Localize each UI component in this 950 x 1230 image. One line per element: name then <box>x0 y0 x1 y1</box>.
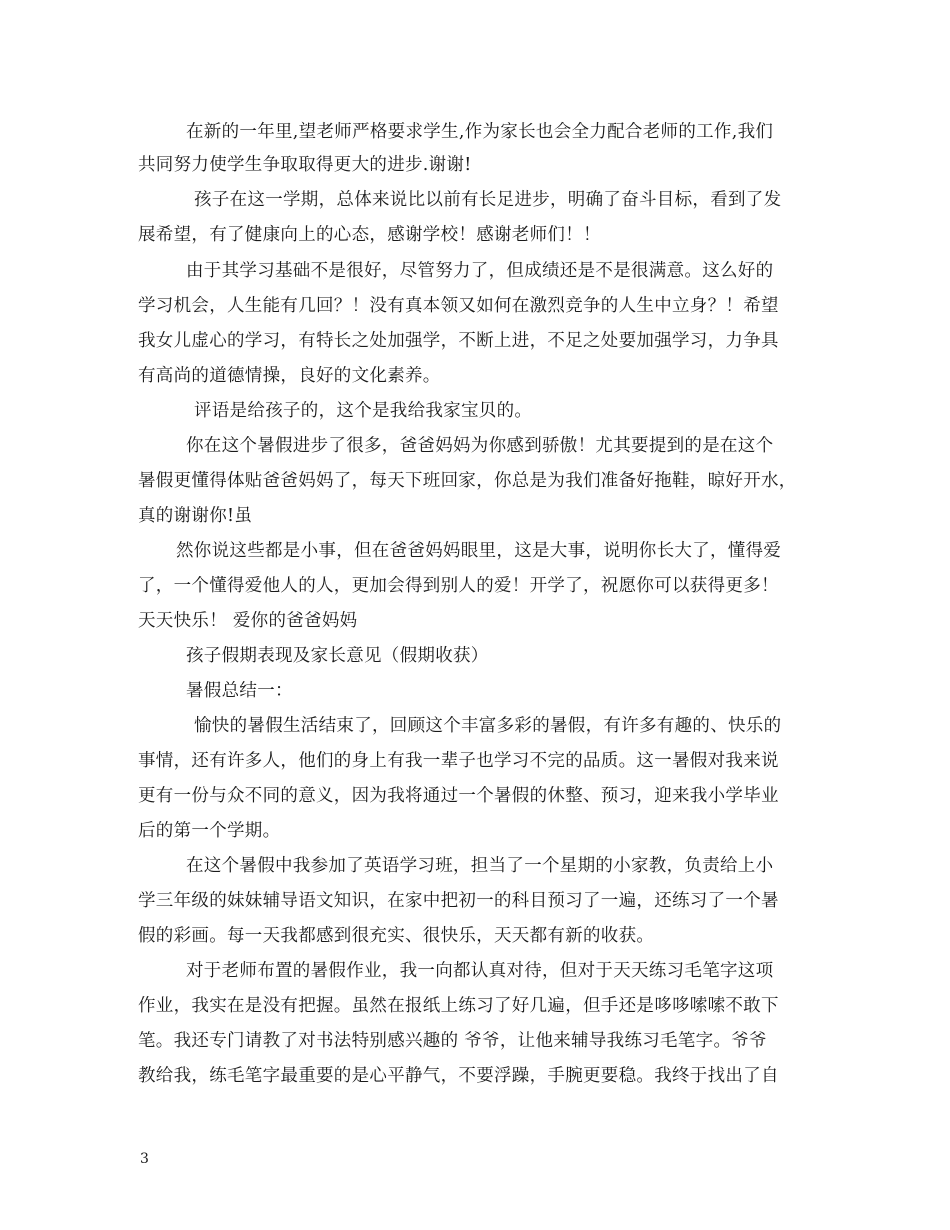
text-line: 事情，还有许多人，他们的身上有我一辈子也学习不完的品质。这一暑假对我来说 <box>138 751 779 771</box>
text-line: 展希望，有了健康向上的心态，感谢学校！感谢老师们！！ <box>138 225 601 245</box>
text-line: 假的彩画。每一天我都感到很充实、很快乐，天天都有新的收获。 <box>138 926 655 946</box>
text-line: 更有一份与众不同的意义，因为我将通过一个暑假的休整、预习，迎来我小学毕业 <box>138 786 779 806</box>
text-line: 暑假总结一： <box>186 681 293 701</box>
text-line: 我女儿虚心的学习，有特长之处加强学，不断上进，不足之处要加强学习，力争具 <box>138 331 779 351</box>
text-line: 由于其学习基础不是很好，尽管努力了，但成绩还是不是很满意。这么好的 <box>186 261 774 281</box>
text-line: 天天快乐！ 爱你的爸爸妈妈 <box>138 611 358 631</box>
text-line: 后的第一个学期。 <box>138 821 281 841</box>
text-line: 学三年级的妹妹辅导语文知识，在家中把初一的科目预习了一遍，还练习了一个暑 <box>138 891 779 911</box>
text-line: 评语是给孩子的，这个是我给我家宝贝的。 <box>194 401 533 421</box>
text-line: 笔。我还专门请教了对书法特别感兴趣的 爷爷，让他来辅导我练习毛笔字。爷爷 <box>138 1031 767 1051</box>
text-line: 你在这个暑假进步了很多，爸爸妈妈为你感到骄傲！尤其要提到的是在这个 <box>186 436 774 456</box>
text-line: 对于老师布置的暑假作业，我一向都认真对待，但对于天天练习毛笔字这项 <box>186 961 774 981</box>
text-line: 了，一个懂得爱他人的人，更加会得到别人的爱！开学了，祝愿你可以获得更多！ <box>138 576 779 596</box>
text-line: 暑假更懂得体贴爸爸妈妈了，每天下班回家，你总是为我们准备好拖鞋，晾好开水， <box>138 471 797 491</box>
text-line: 然你说这些都是小事，但在爸爸妈妈眼里，这是大事，说明你长大了，懂得爱 <box>176 541 782 561</box>
page-number: 3 <box>140 1151 149 1167</box>
text-line: 作业，我实在是没有把握。虽然在报纸上练习了好几遍，但手还是哆哆嗦嗦不敢下 <box>138 996 779 1016</box>
text-line: 有高尚的道德情操，良好的文化素养。 <box>138 366 441 386</box>
text-line: 在这个暑假中我参加了英语学习班，担当了一个星期的小家教，负责给上小 <box>186 856 774 876</box>
text-line: 共同努力使学生争取取得更大的进步.谢谢! <box>138 155 472 175</box>
text-line: 愉快的暑假生活结束了，回顾这个丰富多彩的暑假，有许多有趣的、快乐的 <box>194 716 782 736</box>
text-line: 教给我，练毛笔字最重要的是心平静气，不要浮躁，手腕更要稳。我终于找出了自 <box>138 1066 779 1086</box>
text-line: 真的谢谢你!虽 <box>138 506 253 526</box>
text-line: 孩子在这一学期，总体来说比以前有长足进步，明确了奋斗目标，看到了发 <box>194 190 782 210</box>
text-line: 孩子假期表现及家长意见（假期收获） <box>186 646 489 666</box>
text-line: 学习机会，人生能有几回？！没有真本领又如何在激烈竞争的人生中立身？！希望 <box>138 296 779 316</box>
text-line: 在新的一年里,望老师严格要求学生,作为家长也会全力配合老师的工作,我们 <box>186 122 774 142</box>
